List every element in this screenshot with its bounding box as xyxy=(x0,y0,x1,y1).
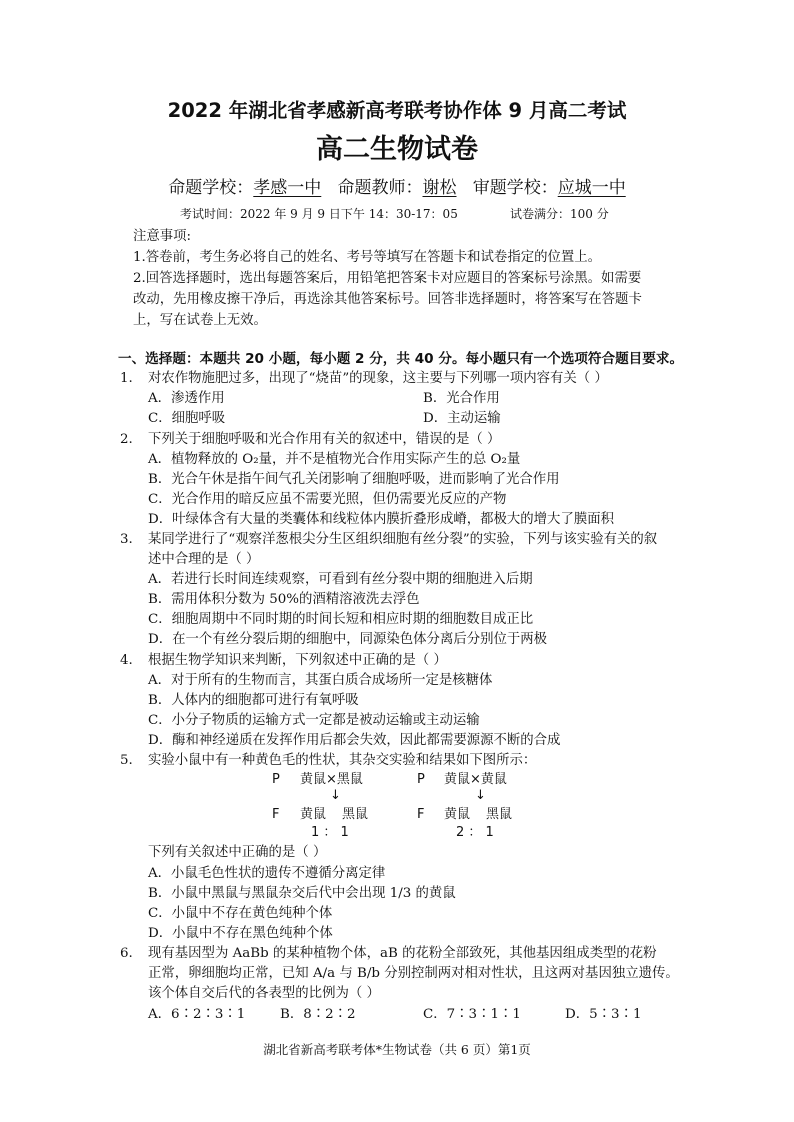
exam-time: 考试时间：2022 年 9 月 9 日下午 14：30-17：05 xyxy=(180,207,458,221)
question-stem: 该个体自交后代的各表型的比例为（ ） xyxy=(148,986,380,1001)
question-stem: 根据生物学知识来判断，下列叙述中正确的是（ ） xyxy=(148,653,447,668)
option: D．叶绿体含有大量的类囊体和线粒体内膜折叠形成嵴，都极大的增大了膜面积 xyxy=(148,512,615,527)
option: C．7∶3∶1∶1 xyxy=(423,1007,521,1022)
setter-school: 孝感一中 xyxy=(253,178,322,198)
option: C．小分子物质的运输方式一定都是被动运输或主动运输 xyxy=(148,713,480,728)
f-label: F xyxy=(417,807,425,822)
p-label: P xyxy=(417,772,425,787)
notes-line: 2.回答选择题时，选出每题答案后，用铅笔把答案卡对应题目的答案标号涂黑。如需要 xyxy=(133,271,642,286)
arrow-down-icon: ↓ xyxy=(475,788,486,803)
option: C．细胞呼吸 xyxy=(148,411,226,426)
question-stem: 对农作物施肥过多，出现了“烧苗”的现象，这主要与下列哪一项内容有关（ ） xyxy=(148,371,608,386)
reviewer-school-label: 审题学校： xyxy=(472,178,558,198)
question-stem: 现有基因型为 AaBb 的某种植物个体，aB 的花粉全部致死，其他基因组成类型的花粉 xyxy=(148,946,657,961)
option: D．小鼠中不存在黑色纯种个体 xyxy=(148,926,333,941)
offspring-ratio: 1 ： 1 xyxy=(311,825,349,840)
option: B．光合作用 xyxy=(423,391,500,406)
question-number: 1. xyxy=(120,371,133,386)
parents-cross: 黄鼠×黑鼠 xyxy=(300,772,363,787)
question-stem: 正常，卵细胞均正常，已知 A/a 与 B/b 分别控制两对相对性状，且这两对基因独立遗传。 xyxy=(148,966,679,981)
question-stem: 下列关于细胞呼吸和光合作用有关的叙述中，错误的是（ ） xyxy=(148,432,501,447)
question-number: 2. xyxy=(120,432,133,447)
option: C．细胞周期中不同时期的时间长短和相应时期的细胞数目成正比 xyxy=(148,612,534,627)
option: D．5∶3∶1 xyxy=(565,1007,642,1022)
reviewer-school: 应城一中 xyxy=(557,178,626,198)
question-number: 6. xyxy=(120,946,133,961)
offspring-yellow: 黄鼠 xyxy=(300,807,327,822)
f-label: F xyxy=(272,807,280,822)
full-score: 试卷满分：100 分 xyxy=(510,207,609,221)
page-footer: 湖北省新高考联考体*生物试卷（共 6 页）第1页 xyxy=(263,1042,531,1057)
offspring-black: 黑鼠 xyxy=(486,807,513,822)
option: D．主动运输 xyxy=(423,411,501,426)
option: A．植物释放的 O₂量，并不是植物光合作用实际产生的总 O₂量 xyxy=(148,452,521,467)
option: A．渗透作用 xyxy=(148,391,225,406)
notes-line: 改动，先用橡皮擦干净后，再选涂其他答案标号。回答非选择题时，将答案写在答题卡 xyxy=(133,292,642,307)
notes-line: 上，写在试卷上无效。 xyxy=(133,313,267,328)
question-stem: 某同学进行了“观察洋葱根尖分生区组织细胞有丝分裂”的实验，下列与该实验有关的叙 xyxy=(148,532,658,547)
question-number: 4. xyxy=(120,653,133,668)
notes-heading: 注意事项: xyxy=(133,229,192,244)
option: D．在一个有丝分裂后期的细胞中，同源染色体分离后分别位于两极 xyxy=(148,632,548,647)
exam-title: 2022 年湖北省孝感新高考联考协作体 9 月高二考试 xyxy=(167,99,627,122)
option: A．小鼠毛色性状的遗传不遵循分离定律 xyxy=(148,866,386,881)
option: D．酶和神经递质在发挥作用后都会失效，因此都需要源源不断的合成 xyxy=(148,733,561,748)
paper-title: 高二生物试卷 xyxy=(316,134,478,165)
option: B．小鼠中黑鼠与黑鼠杂交后代中会出现 1/3 的黄鼠 xyxy=(148,886,456,901)
setter-teacher-label: 命题教师： xyxy=(337,178,423,198)
option: C．光合作用的暗反应虽不需要光照，但仍需要光反应的产物 xyxy=(148,492,507,507)
section-heading: 一、选择题：本题共 20 小题，每小题 2 分，共 40 分。每小题只有一个选项符合题目要求。 xyxy=(118,351,684,367)
option: B．人体内的细胞都可进行有氧呼吸 xyxy=(148,693,359,708)
p-label: P xyxy=(272,772,280,787)
offspring-yellow: 黄鼠 xyxy=(444,807,471,822)
exam-setters xyxy=(0,176,794,200)
notes-line: 1.答卷前，考生务必将自己的姓名、考号等填写在答题卡和试卷指定的位置上。 xyxy=(133,250,602,265)
option: B．光合午休是指午间气孔关闭影响了细胞呼吸，进而影响了光合作用 xyxy=(148,472,560,487)
question-stem: 实验小鼠中有一种黄色毛的性状，其杂交实验和结果如下图所示： xyxy=(148,753,537,768)
question-stem: 下列有关叙述中正确的是（ ） xyxy=(148,845,327,860)
option: B．8∶2∶2 xyxy=(280,1007,356,1022)
option: B．需用体积分数为 50%的酒精溶液洗去浮色 xyxy=(148,592,420,607)
arrow-down-icon: ↓ xyxy=(330,788,341,803)
parents-cross: 黄鼠×黄鼠 xyxy=(444,772,507,787)
question-number: 3. xyxy=(120,532,133,547)
question-number: 5. xyxy=(120,753,133,768)
setter-teacher: 谢松 xyxy=(422,178,457,198)
offspring-ratio: 2 ： 1 xyxy=(456,825,494,840)
option: A．对于所有的生物而言，其蛋白质合成场所一定是核糖体 xyxy=(148,673,493,688)
setter-school-label: 命题学校： xyxy=(168,178,254,198)
question-stem: 述中合理的是（ ） xyxy=(148,552,260,567)
option: A．6∶2∶3∶1 xyxy=(148,1007,246,1022)
option: C．小鼠中不存在黄色纯种个体 xyxy=(148,906,333,921)
offspring-black: 黑鼠 xyxy=(342,807,369,822)
option: A．若进行长时间连续观察，可看到有丝分裂中期的细胞进入后期 xyxy=(148,572,533,587)
